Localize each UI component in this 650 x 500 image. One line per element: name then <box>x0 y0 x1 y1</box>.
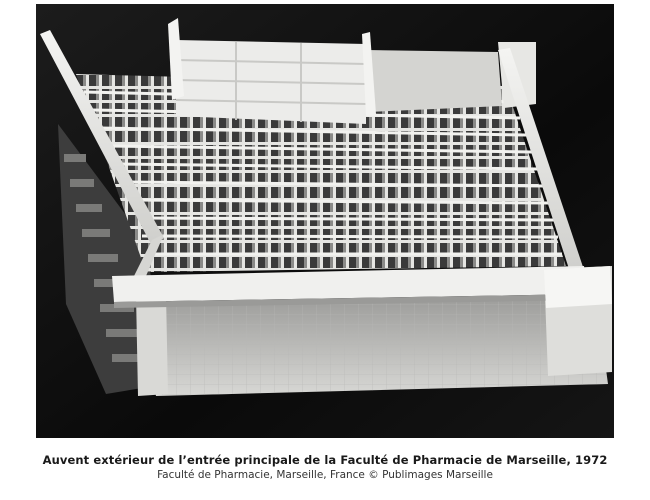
photograph <box>36 4 614 438</box>
architectural-model-image <box>36 4 614 438</box>
model-floor-grid <box>136 296 608 396</box>
top-right-wall <box>366 50 502 112</box>
caption-credit: Faculté de Pharmacie, Marseille, France © Publimages Marseille <box>157 469 493 481</box>
front-left-column <box>136 294 168 396</box>
front-right-block <box>544 266 612 308</box>
photo-caption <box>0 452 650 482</box>
caption-title: Auvent extérieur de l’entrée principale de la Faculté de Pharmacie de Marseille, 1972 <box>42 453 608 467</box>
